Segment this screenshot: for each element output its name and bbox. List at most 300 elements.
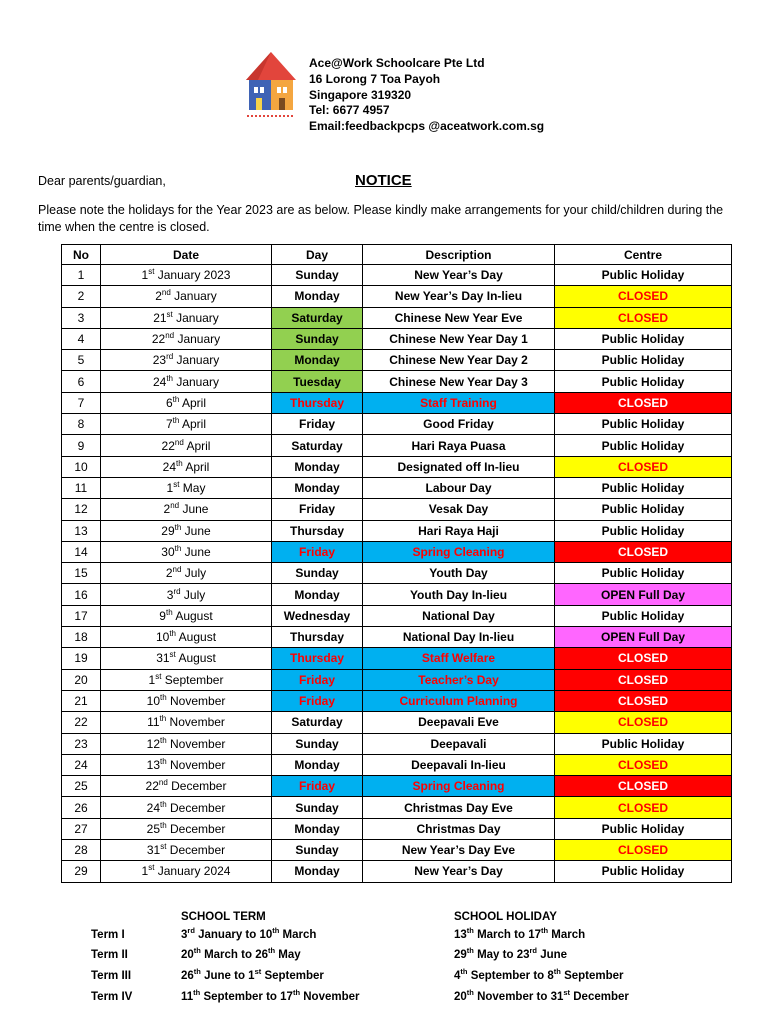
date-suffix: th xyxy=(169,629,176,639)
cell-no: 20 xyxy=(62,669,101,690)
date-number: 10 xyxy=(155,630,170,645)
cell-description: Chinese New Year Eve xyxy=(363,307,555,328)
cell-description: Good Friday xyxy=(363,414,555,435)
cell-centre: CLOSED xyxy=(555,754,732,775)
holiday-date-range xyxy=(454,967,624,982)
cell-no: 11 xyxy=(62,477,101,498)
table-row xyxy=(62,627,732,648)
cell-description: Youth Day xyxy=(363,563,555,584)
cell-date xyxy=(101,754,272,775)
header-description: Description xyxy=(363,245,555,265)
date-number: 10 xyxy=(146,694,160,709)
cell-day: Thursday xyxy=(272,392,363,413)
table-row xyxy=(62,797,732,818)
cell-no: 17 xyxy=(62,605,101,626)
date-number: 6 xyxy=(165,395,173,410)
range-suffix: th xyxy=(193,946,201,956)
date-number: 3 xyxy=(166,587,174,602)
cell-no: 1 xyxy=(62,265,101,286)
cell-no: 27 xyxy=(62,818,101,839)
term-date-range xyxy=(181,946,301,961)
range-suffix: rd xyxy=(187,926,195,936)
date-number: 9 xyxy=(159,608,166,623)
range-day: 23 xyxy=(516,949,530,961)
cell-date xyxy=(101,563,272,584)
cell-no: 6 xyxy=(62,371,101,392)
range-day: 8 xyxy=(547,970,554,982)
cell-day: Friday xyxy=(272,776,363,797)
cell-centre: CLOSED xyxy=(555,456,732,477)
table-row xyxy=(62,286,732,307)
company-name: Ace@Work Schoolcare Pte Ltd xyxy=(309,56,485,70)
cell-day: Monday xyxy=(272,477,363,498)
cell-date xyxy=(101,265,272,286)
header-no: No xyxy=(62,245,101,265)
range-suffix: th xyxy=(553,967,561,977)
company-street: 16 Lorong 7 Toa Payoh xyxy=(309,71,441,86)
date-number: 24 xyxy=(152,374,167,389)
cell-description: Deepavali xyxy=(363,733,555,754)
cell-centre: Public Holiday xyxy=(555,328,732,349)
date-suffix: st xyxy=(173,480,180,490)
range-text: December xyxy=(570,991,629,1003)
term-date-range xyxy=(181,988,360,1003)
range-day: 3 xyxy=(181,929,188,941)
cell-date xyxy=(101,690,272,711)
cell-date xyxy=(101,435,272,456)
range-suffix: th xyxy=(466,926,474,936)
table-row xyxy=(62,690,732,711)
date-month: August xyxy=(175,651,216,666)
date-month: June xyxy=(181,545,211,559)
date-number: 22 xyxy=(161,438,175,453)
cell-description: Curriculum Planning xyxy=(363,690,555,711)
date-month: January xyxy=(173,374,220,389)
cell-no: 5 xyxy=(62,350,101,371)
date-month: November xyxy=(166,757,226,772)
holiday-table xyxy=(61,244,732,883)
date-month: June xyxy=(181,523,211,538)
cell-centre: Public Holiday xyxy=(555,605,732,626)
range-day: 29 xyxy=(454,949,467,961)
date-suffix: th xyxy=(160,735,167,745)
cell-date xyxy=(101,669,272,690)
cell-centre: Public Holiday xyxy=(555,265,732,286)
date-suffix: th xyxy=(166,373,173,383)
range-suffix: th xyxy=(460,967,468,977)
range-day: 1 xyxy=(248,970,255,982)
date-number: 12 xyxy=(146,736,160,751)
date-month: November xyxy=(166,715,225,730)
range-suffix: th xyxy=(193,988,201,998)
cell-no: 22 xyxy=(62,712,101,733)
cell-centre: CLOSED xyxy=(555,392,732,413)
cell-day: Sunday xyxy=(272,797,363,818)
range-suffix: th xyxy=(466,988,474,998)
date-month: July xyxy=(181,566,207,581)
table-row xyxy=(62,265,732,286)
cell-date xyxy=(101,776,272,797)
header-date: Date xyxy=(101,245,272,265)
date-month: November xyxy=(166,694,226,709)
date-suffix: th xyxy=(172,394,180,404)
holiday-table-body xyxy=(62,265,732,883)
range-suffix: th xyxy=(541,926,549,936)
cell-no: 18 xyxy=(62,627,101,648)
cell-no: 8 xyxy=(62,414,101,435)
table-row xyxy=(62,584,732,605)
date-month: May xyxy=(179,481,206,496)
table-row xyxy=(62,541,732,562)
table-row xyxy=(62,754,732,775)
range-text: November to xyxy=(473,991,551,1003)
term-date-range xyxy=(181,967,324,982)
cell-day: Saturday xyxy=(272,307,363,328)
cell-no: 7 xyxy=(62,392,101,413)
date-number: 25 xyxy=(146,821,160,836)
date-suffix: th xyxy=(176,458,183,468)
school-logo xyxy=(244,50,298,122)
cell-description: Staff Training xyxy=(363,392,555,413)
cell-centre: Public Holiday xyxy=(555,477,732,498)
date-suffix: nd xyxy=(165,331,175,341)
range-day: 17 xyxy=(528,929,541,941)
cell-description: Chinese New Year Day 2 xyxy=(363,350,555,371)
cell-no: 19 xyxy=(62,648,101,669)
cell-date xyxy=(101,414,272,435)
holiday-date-range xyxy=(454,988,629,1003)
date-month: April xyxy=(183,438,211,453)
cell-centre: CLOSED xyxy=(555,690,732,711)
date-suffix: st xyxy=(169,650,176,660)
date-number: 11 xyxy=(147,715,160,730)
table-row xyxy=(62,563,732,584)
cell-day: Friday xyxy=(272,541,363,562)
term-row xyxy=(0,946,770,967)
cell-day: Thursday xyxy=(272,627,363,648)
term-date-range xyxy=(181,926,317,941)
date-suffix: nd xyxy=(158,778,168,788)
header-centre: Centre xyxy=(555,245,732,265)
date-month: January 2024 xyxy=(154,864,231,879)
term-row xyxy=(0,967,770,988)
cell-day: Monday xyxy=(272,350,363,371)
date-month: January xyxy=(174,332,221,347)
cell-centre: CLOSED xyxy=(555,776,732,797)
cell-no: 12 xyxy=(62,499,101,520)
table-row xyxy=(62,605,732,626)
date-month: December xyxy=(166,843,226,858)
range-suffix: th xyxy=(466,946,474,956)
date-month: January xyxy=(170,289,217,304)
cell-centre: Public Holiday xyxy=(555,818,732,839)
cell-no: 16 xyxy=(62,584,101,605)
salutation: Dear parents/guardian, xyxy=(38,174,166,188)
cell-no: 13 xyxy=(62,520,101,541)
cell-day: Monday xyxy=(272,754,363,775)
cell-date xyxy=(101,818,272,839)
cell-date xyxy=(101,797,272,818)
cell-description: Labour Day xyxy=(363,477,555,498)
range-text: June xyxy=(537,949,568,961)
cell-centre: CLOSED xyxy=(555,541,732,562)
cell-description: Deepavali In-lieu xyxy=(363,754,555,775)
date-number: 2 xyxy=(165,566,173,581)
cell-no: 2 xyxy=(62,286,101,307)
date-month: December xyxy=(167,779,227,794)
range-suffix: th xyxy=(272,926,280,936)
date-suffix: th xyxy=(160,693,167,703)
date-number: 22 xyxy=(151,332,166,347)
date-month: April xyxy=(179,417,207,432)
cell-description: Chinese New Year Day 3 xyxy=(363,371,555,392)
cell-date xyxy=(101,861,272,882)
cell-day: Tuesday xyxy=(272,371,363,392)
cell-day: Sunday xyxy=(272,733,363,754)
cell-description: Designated off In-lieu xyxy=(363,456,555,477)
range-text: November xyxy=(300,991,360,1003)
cell-date xyxy=(101,605,272,626)
cell-date xyxy=(101,371,272,392)
date-suffix: th xyxy=(172,416,180,426)
cell-description: National Day xyxy=(363,605,555,626)
cell-no: 25 xyxy=(62,776,101,797)
range-day: 26 xyxy=(255,949,268,961)
cell-description: New Year’s Day xyxy=(363,861,555,882)
range-text: September xyxy=(560,970,624,982)
cell-no: 4 xyxy=(62,328,101,349)
table-row xyxy=(62,776,732,797)
table-header-row xyxy=(62,245,732,265)
cell-centre: OPEN Full Day xyxy=(555,627,732,648)
table-row xyxy=(62,371,732,392)
cell-no: 9 xyxy=(62,435,101,456)
date-suffix: nd xyxy=(161,288,171,298)
date-month: January xyxy=(172,310,219,325)
date-suffix: th xyxy=(160,756,167,766)
cell-day: Friday xyxy=(272,414,363,435)
date-suffix: nd xyxy=(174,437,184,447)
cell-day: Sunday xyxy=(272,563,363,584)
cell-date xyxy=(101,733,272,754)
table-row xyxy=(62,861,732,882)
date-month: December xyxy=(166,821,226,836)
cell-day: Monday xyxy=(272,456,363,477)
date-number: 1 xyxy=(148,672,156,687)
cell-centre: CLOSED xyxy=(555,669,732,690)
cell-date xyxy=(101,520,272,541)
range-day: 31 xyxy=(550,991,564,1003)
date-number: 22 xyxy=(145,779,159,794)
range-suffix: rd xyxy=(529,946,537,956)
date-month: June xyxy=(179,502,209,517)
date-number: 31 xyxy=(146,843,161,858)
date-number: 1 xyxy=(141,864,149,879)
cell-description: Deepavali Eve xyxy=(363,712,555,733)
cell-date xyxy=(101,712,272,733)
cell-centre: Public Holiday xyxy=(555,861,732,882)
date-suffix: st xyxy=(148,267,155,277)
cell-centre: Public Holiday xyxy=(555,520,732,541)
range-day: 20 xyxy=(454,991,467,1003)
cell-description: Teacher’s Day xyxy=(363,669,555,690)
range-text: May to xyxy=(473,949,517,961)
holiday-date-range xyxy=(454,926,586,941)
cell-no: 3 xyxy=(62,307,101,328)
date-suffix: th xyxy=(160,799,167,809)
date-number: 29 xyxy=(161,523,175,538)
cell-date xyxy=(101,456,272,477)
cell-centre: OPEN Full Day xyxy=(555,584,732,605)
cell-centre: CLOSED xyxy=(555,797,732,818)
cell-date xyxy=(101,477,272,498)
term-label: Term III xyxy=(91,970,132,982)
date-number: 7 xyxy=(165,417,173,432)
range-suffix: st xyxy=(563,988,571,998)
school-holiday-header: SCHOOL HOLIDAY xyxy=(454,911,557,923)
cell-description: Christmas Day xyxy=(363,818,555,839)
range-text: January to xyxy=(194,929,260,941)
date-number: 1 xyxy=(141,268,149,283)
header-day: Day xyxy=(272,245,363,265)
cell-description: Spring Cleaning xyxy=(363,541,555,562)
cell-date xyxy=(101,499,272,520)
range-suffix: th xyxy=(268,946,276,956)
date-month: September xyxy=(161,672,224,687)
date-number: 30 xyxy=(161,545,175,559)
cell-description: Hari Raya Haji xyxy=(363,520,555,541)
range-text: May xyxy=(275,949,301,961)
date-suffix: rd xyxy=(166,352,174,362)
cell-day: Monday xyxy=(272,286,363,307)
cell-day: Monday xyxy=(272,818,363,839)
term-label: Term IV xyxy=(91,991,133,1003)
range-suffix: th xyxy=(193,967,201,977)
cell-day: Sunday xyxy=(272,265,363,286)
table-row xyxy=(62,328,732,349)
range-day: 26 xyxy=(181,970,194,982)
cell-no: 15 xyxy=(62,563,101,584)
table-row xyxy=(62,818,732,839)
cell-day: Saturday xyxy=(272,712,363,733)
term-label: Term I xyxy=(91,929,125,941)
cell-date xyxy=(101,627,272,648)
cell-centre: Public Holiday xyxy=(555,733,732,754)
cell-centre: Public Holiday xyxy=(555,350,732,371)
date-number: 31 xyxy=(156,651,170,666)
cell-day: Thursday xyxy=(272,520,363,541)
cell-no: 24 xyxy=(62,754,101,775)
date-suffix: nd xyxy=(172,565,182,575)
company-phone: Tel: 6677 4957 xyxy=(309,103,390,118)
range-text: March xyxy=(548,929,586,941)
table-row xyxy=(62,733,732,754)
range-suffix: st xyxy=(254,967,262,977)
date-suffix: th xyxy=(160,820,167,830)
cell-centre: Public Holiday xyxy=(555,414,732,435)
cell-description: National Day In-lieu xyxy=(363,627,555,648)
range-text: September to xyxy=(467,970,548,982)
cell-day: Friday xyxy=(272,690,363,711)
cell-date xyxy=(101,584,272,605)
company-city: Singapore 319320 xyxy=(309,87,412,102)
range-text: September to xyxy=(200,991,281,1003)
cell-day: Saturday xyxy=(272,435,363,456)
date-month: April xyxy=(182,459,210,474)
cell-date xyxy=(101,541,272,562)
range-text: September xyxy=(261,970,324,982)
cell-day: Friday xyxy=(272,499,363,520)
cell-centre: CLOSED xyxy=(555,286,732,307)
cell-date xyxy=(101,392,272,413)
range-suffix: th xyxy=(292,988,301,998)
date-month: December xyxy=(166,800,226,815)
table-row xyxy=(62,477,732,498)
cell-description: Vesak Day xyxy=(363,499,555,520)
holiday-date-range xyxy=(454,946,568,961)
table-row xyxy=(62,712,732,733)
range-day: 17 xyxy=(280,991,293,1003)
date-number: 24 xyxy=(146,800,160,815)
date-month: August xyxy=(172,608,213,623)
intro-paragraph: Please note the holidays for the Year 2023 are as below. Please kindly make arrangements for your child/children during the time when the centre is closed. xyxy=(38,203,724,234)
cell-description: New Year’s Day xyxy=(363,265,555,286)
date-month: August xyxy=(176,630,217,645)
school-term-header: SCHOOL TERM xyxy=(181,911,266,923)
table-row xyxy=(62,669,732,690)
range-day: 10 xyxy=(259,929,273,941)
cell-no: 29 xyxy=(62,861,101,882)
cell-description: Christmas Day Eve xyxy=(363,797,555,818)
cell-date xyxy=(101,286,272,307)
cell-description: Youth Day In-lieu xyxy=(363,584,555,605)
cell-description: Chinese New Year Day 1 xyxy=(363,328,555,349)
date-suffix: st xyxy=(148,863,155,873)
range-text: June to xyxy=(200,970,249,982)
company-address-block xyxy=(309,56,544,135)
date-suffix: th xyxy=(174,522,182,532)
terms-section xyxy=(0,905,770,1015)
date-number: 2 xyxy=(163,502,171,517)
cell-day: Thursday xyxy=(272,648,363,669)
cell-no: 21 xyxy=(62,690,101,711)
cell-no: 10 xyxy=(62,456,101,477)
cell-description: Spring Cleaning xyxy=(363,776,555,797)
table-row xyxy=(62,520,732,541)
cell-centre: Public Holiday xyxy=(555,371,732,392)
date-number: 23 xyxy=(152,353,167,368)
range-day: 4 xyxy=(454,970,461,982)
range-text: March to xyxy=(473,929,529,941)
cell-centre: Public Holiday xyxy=(555,563,732,584)
date-number: 24 xyxy=(162,459,176,474)
cell-centre: Public Holiday xyxy=(555,499,732,520)
cell-day: Monday xyxy=(272,861,363,882)
cell-centre: Public Holiday xyxy=(555,435,732,456)
table-row xyxy=(62,648,732,669)
table-row xyxy=(62,350,732,371)
table-row xyxy=(62,392,732,413)
date-month: January xyxy=(173,353,220,368)
notice-title: NOTICE xyxy=(355,172,412,189)
cell-day: Wednesday xyxy=(272,605,363,626)
cell-no: 14 xyxy=(62,541,101,562)
table-row xyxy=(62,840,732,861)
cell-no: 23 xyxy=(62,733,101,754)
cell-day: Sunday xyxy=(272,840,363,861)
term-row xyxy=(0,988,770,1009)
cell-centre: CLOSED xyxy=(555,840,732,861)
